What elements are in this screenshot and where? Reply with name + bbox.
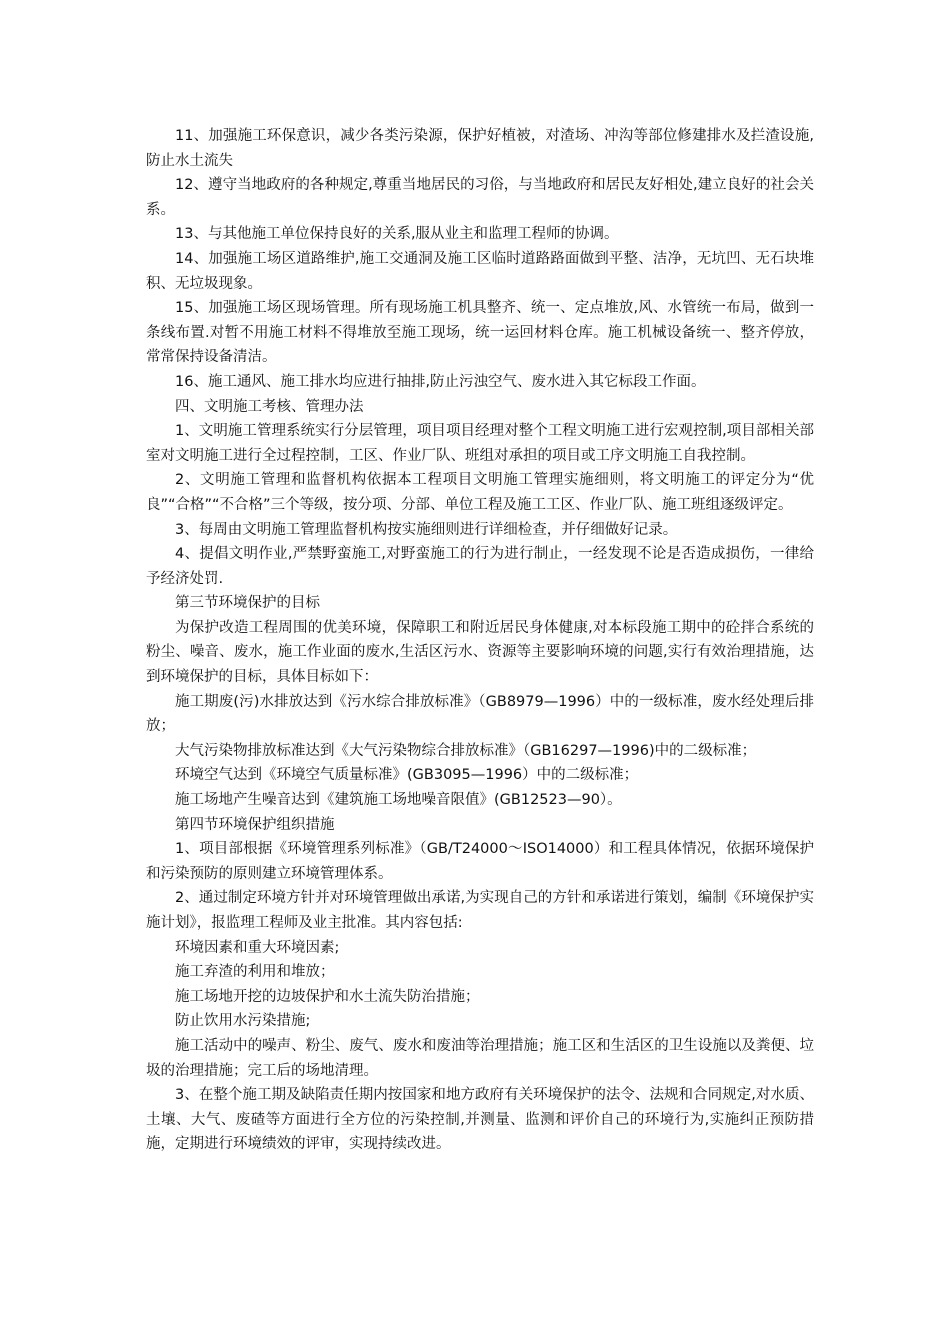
list-item: 施工活动中的噪声、粉尘、废气、废水和废油等治理措施；施工区和生活区的卫生设施以及粪便、垃圾的治理措施；完工后的场地清理。 xyxy=(146,1037,814,1079)
paragraph: 2、通过制定环境方针并对环境管理做出承诺,为实现自己的方针和承诺进行策划，编制《环境保护实施计划》，报监理工程师及业主批准。其内容包括: xyxy=(146,890,814,931)
paragraph: 12、遵守当地政府的各种规定,尊重当地居民的习俗，与当地政府和居民友好相处,建立良好的社会关系。 xyxy=(146,177,814,218)
section-heading: 第四节环境保护组织措施 xyxy=(175,816,335,833)
paragraph: 为保护改造工程周围的优美环境，保障职工和附近居民身体健康,对本标段施工期中的砼拌合系统的粉尘、噪音、废水，施工作业面的废水,生活区污水、资源等主要影响环境的问题,实行有效治理措施，达到环境保护的目标，具体目标如下： xyxy=(146,619,814,686)
paragraph: 2、文明施工管理和监督机构依据本工程项目文明施工管理实施细则，将文明施工的评定分为“优良”“合格”“不合格”三个等级，按分项、分部、单位工程及施工工区、作业厂队、施工班组逐级评定。 xyxy=(146,472,814,513)
paragraph: 1、文明施工管理系统实行分层管理，项目项目经理对整个工程文明施工进行宏观控制,项目部相关部室对文明施工进行全过程控制，工区、作业厂队、班组对承担的项目或工序文明施工自我控制。 xyxy=(146,423,814,464)
section-heading: 第三节环境保护的目标 xyxy=(175,595,320,612)
list-item: 环境因素和重大环境因素; xyxy=(175,939,340,956)
paragraph: 13、与其他施工单位保持良好的关系,服从业主和监理工程师的协调。 xyxy=(175,226,619,243)
paragraph: 3、每周由文明施工管理监督机构按实施细则进行详细检查，并仔细做好记录。 xyxy=(175,521,678,538)
paragraph: 16、施工通风、施工排水均应进行抽排,防止污浊空气、废水进入其它标段工作面。 xyxy=(175,373,706,390)
paragraph: 1、项目部根据《环境管理系列标准》（GB/T24000～ISO14000）和工程具体情况，依据环境保护和污染预防的原则建立环境管理体系。 xyxy=(146,841,814,882)
document-page xyxy=(146,124,814,1157)
paragraph: 环境空气达到《环境空气质量标准》(GB3095—1996）中的二级标准； xyxy=(175,767,639,784)
paragraph: 施工期废(污)水排放达到《污水综合排放标准》（GB8979—1996）中的一级标准，废水经处理后排放； xyxy=(146,693,814,735)
paragraph: 4、提倡文明作业,严禁野蛮施工,对野蛮施工的行为进行制止，一经发现不论是否造成损伤，一律给予经济处罚. xyxy=(146,546,814,587)
paragraph: 15、加强施工场区现场管理。所有现场施工机具整齐、统一、定点堆放,风、水管统一布局，做到一条线布置.对暂不用施工材料不得堆放至施工现场，统一运回材料仓库。施工机械设备统一、整齐停放，常常保持设备清洁。 xyxy=(146,300,814,366)
section-heading: 四、文明施工考核、管理办法 xyxy=(175,398,364,415)
list-item: 施工弃渣的利用和堆放； xyxy=(175,964,335,981)
list-item: 防止饮用水污染措施; xyxy=(175,1013,311,1030)
paragraph: 施工场地产生噪音达到《建筑施工场地噪音限值》(GB12523—90）。 xyxy=(175,792,622,809)
list-item: 施工场地开挖的边坡保护和水土流失防治措施； xyxy=(175,988,480,1005)
paragraph: 11、加强施工环保意识，减少各类污染源，保护好植被，对渣场、冲沟等部位修建排水及拦渣设施,防止水土流失 xyxy=(146,128,814,169)
paragraph: 3、在整个施工期及缺陷责任期内按国家和地方政府有关环境保护的法令、法规和合同规定,对水质、土壤、大气、废碴等方面进行全方位的污染控制,并测量、监测和评价自己的环境行为,实施纠正预防措施，定期进行环境绩效的评审，实现持续改进。 xyxy=(146,1087,814,1153)
paragraph: 14、加强施工场区道路维护,施工交通洞及施工区临时道路路面做到平整、洁净，无坑凹、无石块堆积、无垃圾现象。 xyxy=(146,250,814,292)
paragraph: 大气污染物排放标准达到《大气污染物综合排放标准》（GB16297—1996)中的二级标准； xyxy=(175,742,757,759)
